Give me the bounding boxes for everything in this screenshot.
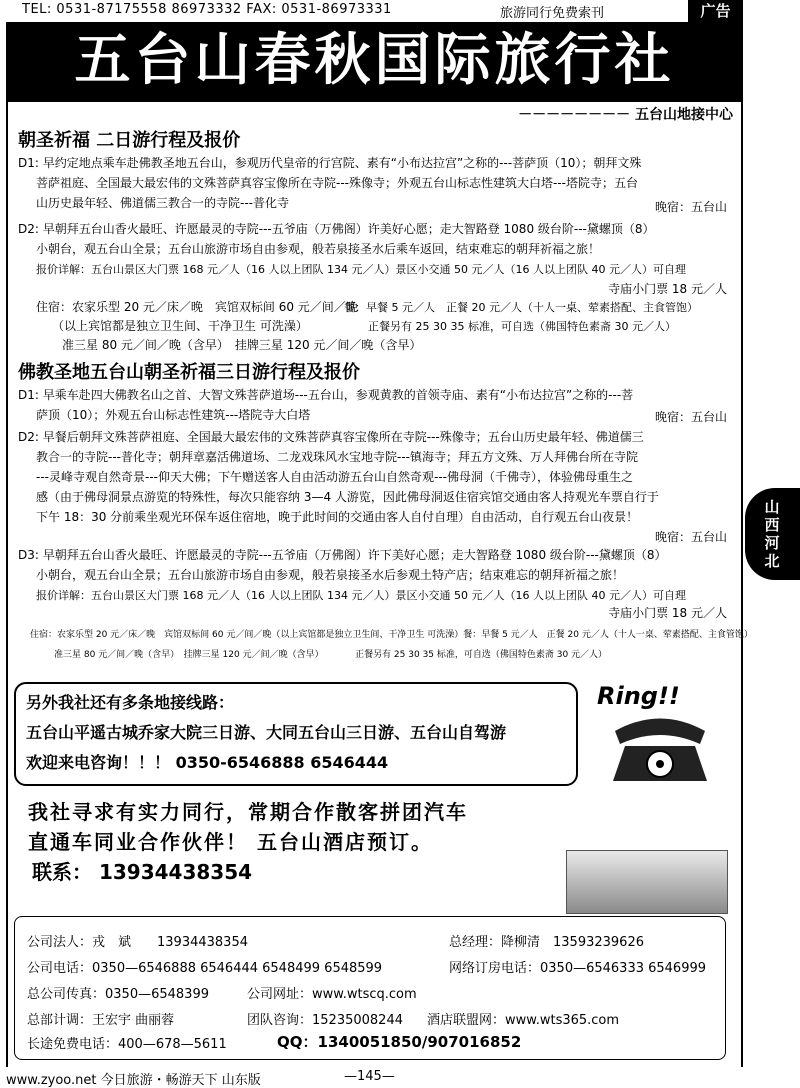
s1-line: 晚宿：五台山 xyxy=(654,200,727,214)
ringing-phone-icon xyxy=(585,676,735,786)
s1-line: 菩萨祖庭、全国最大最宏伟的文殊菩萨真容宝像所在寺院---殊像寺；外观五台山标志性建筑大白塔---塔院寺；五台 xyxy=(36,176,638,190)
ad-badge: 广告 xyxy=(688,0,743,22)
s1-line: 山历史最年轻、佛道儒三教合一的寺院---普化寺 xyxy=(36,196,289,210)
region-tab-label: 山西河北 xyxy=(764,498,780,570)
s2-line: 准三星 80 元／间／晚（含早） 挂牌三星 120 元／间／晚（含早） 正餐另有 25 30 35 标准，可自选（佛国特色素斋 30 元／人） xyxy=(54,650,608,660)
top-contact: TEL: 0531-87175558 86973332 FAX: 0531-86973331 xyxy=(22,2,392,17)
s2-line: D1: 早乘车赴四大佛教名山之首、大智文殊菩萨道场---五台山，参观黄教的首领寺庙、素有“小布达拉宫”之称的---菩 xyxy=(18,388,634,402)
footer-site: www.zyoo.net 今日旅游・畅游天下 山东版 xyxy=(6,1073,261,1088)
page-footer xyxy=(0,1068,800,1086)
top-bar xyxy=(0,0,800,22)
more-routes-box xyxy=(14,682,578,786)
s1-line: 寺庙小门票 18 元／人 xyxy=(608,282,727,296)
more-routes-list: 五台山平遥古城乔家大院三日游、大同五台山三日游、五台山自驾游 xyxy=(26,723,507,742)
general-manager: 总经理：降柳清 13593239626 xyxy=(449,935,644,950)
recruit-line-1: 我社寻求有实力同行，常期合作散客拼团汽车 xyxy=(28,800,468,824)
s2-line: 报价详解：五台山景区大门票 168 元／人（16 人以上团队 134 元／人）景区小交通 50 元／人（16 人以上团队 40 元／人）可自理 xyxy=(36,589,686,602)
s2-line: 晚宿：五台山 xyxy=(654,530,727,544)
s2-line: 下午 18：30 分前乘坐观光环保车返住宿地，晚于此时间的交通由客人自付自理）自由活动，自行观五台山夜景！ xyxy=(36,510,639,524)
recruit-contact-label: 联系： xyxy=(32,860,92,884)
recruit-contact xyxy=(32,856,252,885)
qq-number: QQ：1340051850/907016852 xyxy=(277,1033,522,1051)
section2-title: 佛教圣地五台山朝圣祈福三日游行程及报价 xyxy=(18,362,360,383)
s2-line: 住宿：农家乐型 20 元／床／晚 宾馆双标间 60 元／间／晚（以上宾馆都是独立卫生间、干净卫生 可洗澡）餐：早餐 5 元／人 正餐 20 元／人（十人一桌、荤素搭配、主食管饱） xyxy=(30,630,753,640)
recruit-line-2: 直通车同业合作伙伴！ 五台山酒店预订。 xyxy=(28,830,433,854)
tollfree-phone: 长途免费电话：400—678—5611 xyxy=(27,1037,227,1052)
agency-tagline: －－－－－－－－ 五台山地接中心 xyxy=(518,107,733,123)
s2-line: ---灵峰寺观自然奇景---仰天大佛；下午赠送客人自由活动游五台山自然奇观---佛母洞（千佛寺），体验佛母重生之 xyxy=(36,470,633,484)
legal-rep: 公司法人：戎 斌 13934438354 xyxy=(27,935,248,950)
s1-line: 小朝台，观五台山全景；五台山旅游市场自由参观，般若泉接圣水后乘车返回，结束难忘的朝拜祈福之旅！ xyxy=(36,242,601,256)
s2-line: D3: 早朝拜五台山香火最旺、许愿最灵的寺院---五爷庙（万佛阁）许下美好心愿；走大智路登 1080 级台阶---黛螺顶（8） xyxy=(18,548,667,562)
ring-text: Ring!! xyxy=(597,682,680,710)
s2-line: 教合一的寺院---普化寺；朝拜章嘉活佛道场、二龙戏珠风水宝地寺院---镇海寺；拜五方文殊、万人拜佛台所在寺院 xyxy=(36,450,638,464)
s1-line: 餐：早餐 5 元／人 正餐 20 元／人（十人一桌、荤素搭配、主食管饱） xyxy=(344,301,698,314)
s2-line: 晚宿：五台山 xyxy=(654,410,727,424)
s1-line: D1: 早约定地点乘车赴佛教圣地五台山，参观历代皇帝的行宫院、素有“小布达拉宫”之称的---菩萨顶（10）；朝拜文殊 xyxy=(18,156,642,170)
recruit-contact-phone: 13934438354 xyxy=(98,860,253,884)
company-phone: 公司电话：0350—6546888 6546444 6548499 6548599 xyxy=(27,961,383,976)
s1-line: 住宿：农家乐型 20 元／床／晚 宾馆双标间 60 元／间／晚 xyxy=(36,300,358,314)
s1-line: 准三星 80 元／间／晚（含早） 挂牌三星 120 元／间／晚（含早） xyxy=(62,338,422,352)
s2-line: D2: 早餐后朝拜文殊菩萨祖庭、全国最大最宏伟的文殊菩萨真容宝像所在寺院---殊像寺；五台山历史最年轻、佛道儒三 xyxy=(18,430,644,444)
agency-header xyxy=(6,22,743,102)
region-tab xyxy=(745,488,800,580)
s2-line: 感（由于佛母洞景点游览的特殊性，每次只能容纳 3—4 人游览，因此佛母洞返住宿宾馆交通由客人持观光车票自行于 xyxy=(36,490,659,504)
company-website: 公司网址：www.wtscq.com xyxy=(247,987,417,1002)
s1-line: 报价详解：五台山景区大门票 168 元／人（16 人以上团队 134 元／人）景区小交通 50 元／人（16 人以上团队 40 元／人）可自理 xyxy=(36,263,686,276)
s1-line: D2: 早朝拜五台山香火最旺、许愿最灵的寺院---五爷庙（万佛阁）许美好心愿；走大智路登 1080 级台阶---黛螺顶（8） xyxy=(18,222,655,236)
planners: 总部计调：王宏宇 曲丽蓉 xyxy=(27,1013,175,1028)
s1-line: 正餐另有 25 30 35 标准，可自选（佛国特色素斋 30 元／人） xyxy=(368,320,676,333)
s1-line: （以上宾馆都是独立卫生间、干净卫生 可洗澡） xyxy=(52,319,308,333)
s2-line: 寺庙小门票 18 元／人 xyxy=(608,606,727,620)
online-booking-phone: 网络订房电话：0350—6546333 6546999 xyxy=(449,961,707,976)
group-inquiry: 团队咨询：15235008244 xyxy=(247,1013,403,1028)
agency-name: 五台山春秋国际旅行社 xyxy=(74,28,675,93)
company-fax: 总公司传真：0350—6548399 xyxy=(27,987,209,1002)
more-routes-heading: 另外我社还有多条地接线路： xyxy=(26,693,235,712)
s2-line: 小朝台，观五台山全景；五台山旅游市场自由参观，般若泉接圣水后参观土特产店；结束难忘的朝拜祈福之旅！ xyxy=(36,568,625,582)
handshake-image xyxy=(566,850,728,914)
free-catalog-note: 旅游同行免费索刊 xyxy=(500,6,605,21)
s2-line: 萨顶（10）；外观五台山标志性建筑---塔院寺大白塔 xyxy=(36,408,311,422)
section1-title: 朝圣祈福 二日游行程及报价 xyxy=(18,130,241,151)
hotel-alliance: 酒店联盟网：www.wts365.com xyxy=(427,1013,620,1028)
page-number: —145— xyxy=(344,1069,395,1084)
contact-info-box xyxy=(14,916,726,1060)
more-routes-phone: 欢迎来电咨询！！！ 0350-6546888 6546444 xyxy=(26,753,389,772)
